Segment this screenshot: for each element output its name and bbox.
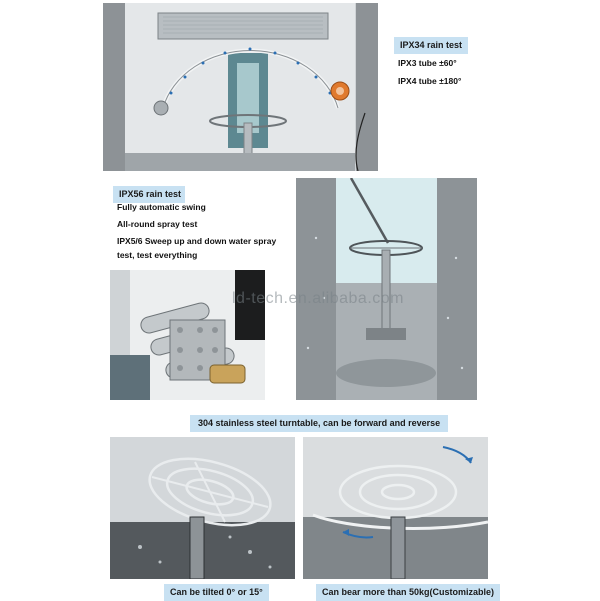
watermark: ld-tech.en.alibaba.com [232, 290, 404, 307]
turntable-banner: 304 stainless steel turntable, can be forward and reverse [190, 415, 448, 432]
ipx34-line-1: IPX3 tube ±60° [398, 58, 457, 68]
ipx56-line-3: IPX5/6 Sweep up and down water spray [117, 236, 277, 246]
swing-pipe-illustration [296, 178, 477, 400]
swing-pipe-chamber-photo [296, 178, 477, 400]
ipx34-title: IPX34 rain test [394, 37, 468, 54]
ipx34-line-2: IPX4 tube ±180° [398, 76, 462, 86]
ipx56-title: IPX56 rain test [113, 186, 185, 203]
ipx56-line-4: test, test everything [117, 250, 198, 260]
turntable-tilt-photo [110, 437, 295, 579]
caption-tilt: Can be tilted 0° or 15° [164, 584, 269, 601]
turntable-load-illustration [303, 437, 488, 579]
turntable-tilt-illustration [110, 437, 295, 579]
ipx56-line-1: Fully automatic swing [117, 202, 206, 212]
rain-chamber-illustration [103, 3, 378, 171]
rain-chamber-photo [103, 3, 378, 171]
turntable-load-photo [303, 437, 488, 579]
ipx56-line-2: All-round spray test [117, 219, 198, 229]
caption-load: Can bear more than 50kg(Customizable) [316, 584, 500, 601]
